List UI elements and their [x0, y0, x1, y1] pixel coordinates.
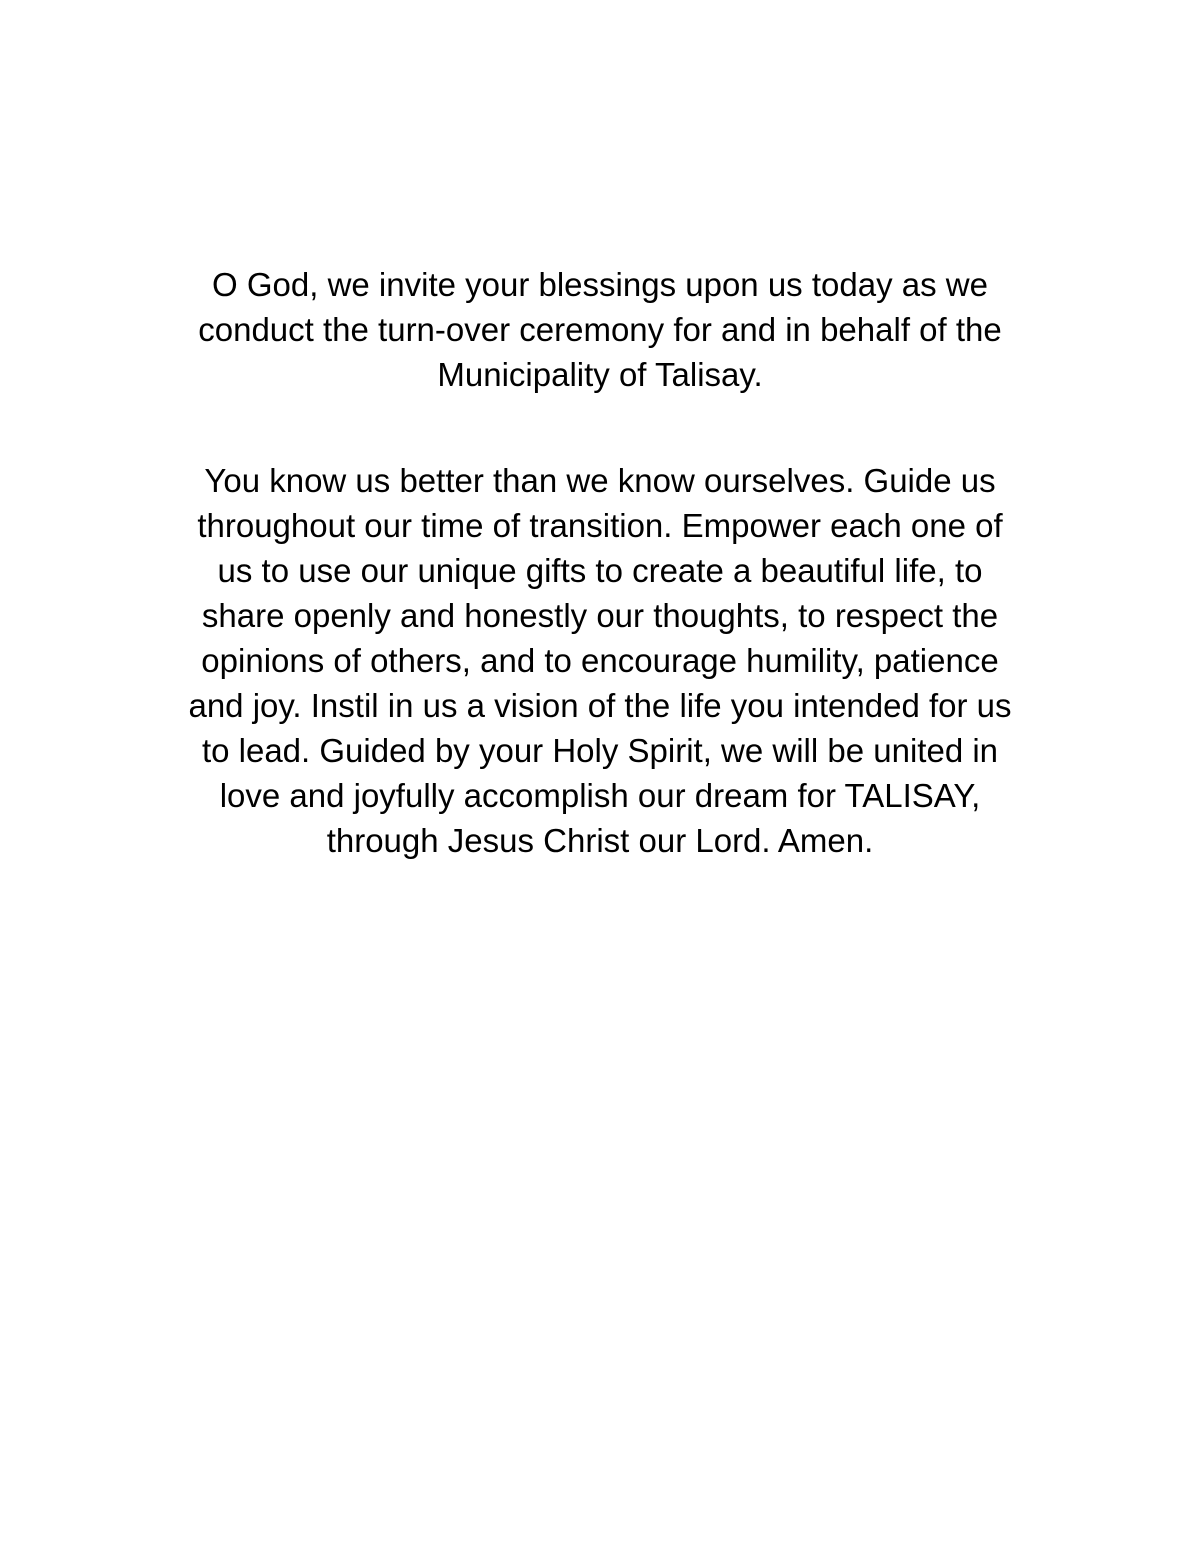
text-line: us to use our unique gifts to create a beautiful life, to — [217, 552, 983, 589]
text-line: to lead. Guided by your Holy Spirit, we will be united in — [201, 732, 999, 769]
text-line: through Jesus Christ our Lord. Amen. — [326, 822, 874, 859]
prayer-paragraph-petition — [0, 458, 1200, 863]
text-line: throughout our time of transition. Empower each one of — [197, 507, 1003, 544]
prayer-paragraph-invocation — [0, 262, 1200, 397]
text-line: You know us better than we know ourselves. Guide us — [204, 462, 996, 499]
text-line: and joy. Instil in us a vision of the life you intended for us — [188, 687, 1012, 724]
text-line: love and joyfully accomplish our dream for TALISAY, — [219, 777, 981, 814]
text-line: conduct the turn-over ceremony for and in behalf of the — [198, 311, 1002, 348]
text-line: O God, we invite your blessings upon us today as we — [212, 266, 988, 303]
text-line: Municipality of Talisay. — [437, 356, 763, 393]
text-line: opinions of others, and to encourage humility, patience — [201, 642, 999, 679]
text-line: share openly and honestly our thoughts, to respect the — [201, 597, 999, 634]
